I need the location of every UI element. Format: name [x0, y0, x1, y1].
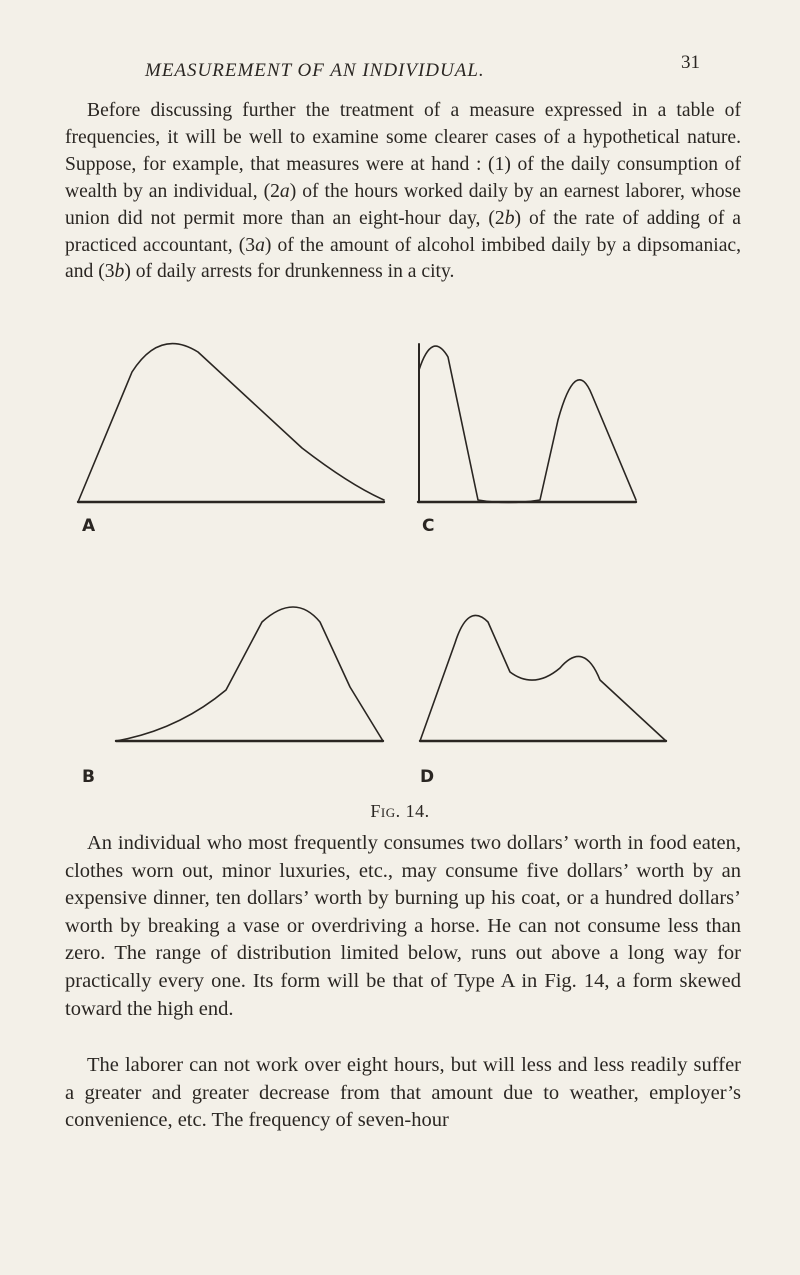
panel-label-d: D	[420, 767, 435, 787]
panel-a-curve	[78, 344, 384, 502]
panel-label-b: B	[82, 767, 95, 787]
paragraph-intro: Before discussing further the treatment of a measure expressed in a table of frequencies, it will be well to examine some clearer cases of a hypothetical nature. Suppose, for example, that measures were at hand : (1) of the daily consumption of wealth by an individual, (2a) of the hours worked daily by an earnest laborer, whose union did not permit more than an eight-hour day, (2b) of the rate of adding of a practiced accountant, (3a) of the amount of alcohol imbibed daily by a dipsomaniac, and (3b) of daily arrests for drunkenness in a city.	[65, 100, 742, 283]
page-number: 31	[681, 52, 700, 73]
panel-label-c: C	[422, 516, 435, 536]
panel-c-curve	[418, 344, 636, 503]
running-title: MEASUREMENT OF AN INDIVIDUAL.	[145, 60, 485, 81]
figure-caption: Fig. 14.	[370, 801, 430, 821]
panel-b-curve	[116, 607, 383, 741]
paragraph-individual: An individual who most frequently consumes two dollars’ worth in food eaten, clothes worn out, minor luxuries, etc., may consume five dollars’ worth by an expensive dinner, ten dollars’ worth by burning up his coat, or a hundred dollars’ worth by breaking a vase or overdriving a horse. He can not consume less than zero. The range of distribution limited below, runs out above a long way for practically every one. Its form will be that of Type A in Fig. 14, a form skewed toward the high end.	[65, 832, 741, 1020]
panel-d-curve	[420, 615, 666, 741]
running-head	[145, 52, 700, 90]
figure-14-distributions	[0, 340, 800, 770]
paragraph-laborer: The laborer can not work over eight hours, but will less and less readily suffer a greater and greater decrease from that amount due to weather, employer’s convenience, etc. The frequency of seven-hour	[65, 1054, 741, 1132]
panel-label-a: A	[82, 516, 96, 536]
